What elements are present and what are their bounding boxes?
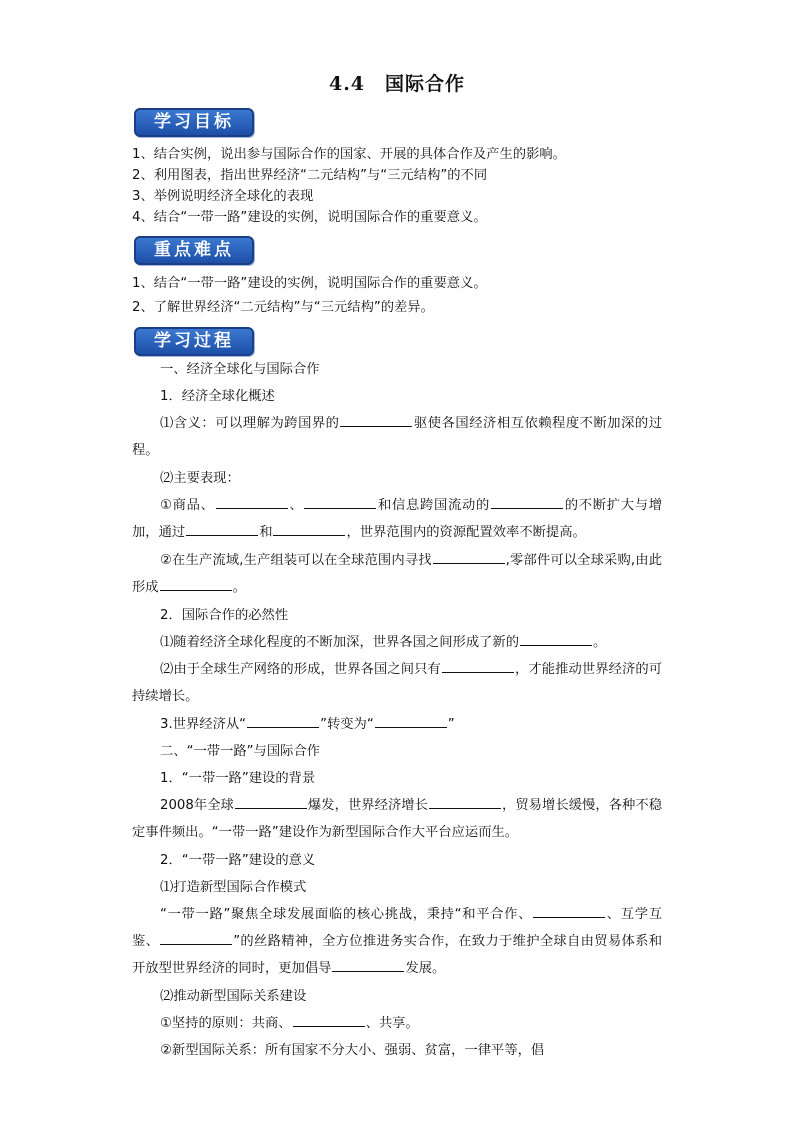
answer-blank[interactable] <box>293 1013 365 1027</box>
necessity-1-paragraph: ⑴随着经济全球化程度的不断加深，世界各国之间形成了新的 。 <box>132 629 662 656</box>
answer-blank[interactable] <box>491 495 563 509</box>
definition-paragraph: ⑴含义：可以理解为跨国界的 驱使各国经济相互依赖程度不断加深的过程。 <box>132 410 662 464</box>
answer-blank[interactable] <box>332 958 404 972</box>
answer-blank[interactable] <box>304 495 376 509</box>
answer-blank[interactable] <box>340 413 412 427</box>
silk-road-spirit-paragraph: “一带一路”聚焦全球发展面临的核心挑战，秉持“和平合作、 、互学互鉴、 ”的丝路精神，全方位推进务实合作，在致力于维护全球自由贸易体系和开放型世界经济的同时，更加倡导 发展。 <box>132 901 662 982</box>
answer-blank[interactable] <box>442 659 514 673</box>
cooperation-model-heading: ⑴打造新型国际合作模式 <box>160 880 307 895</box>
objective-1: 1、结合实例，说出参与国际合作的国家、开展的具体合作及产生的影响。 <box>132 147 566 162</box>
answer-blank[interactable] <box>160 577 232 591</box>
answer-blank[interactable] <box>216 495 288 509</box>
page-title: 4.4 国际合作 <box>328 73 466 95</box>
principles-paragraph: ①坚持的原则：共商、 、共享。 <box>132 1010 662 1037</box>
objective-4: 4、结合“一带一路”建设的实例，说明国际合作的重要意义。 <box>132 210 487 225</box>
manifestation-2-paragraph: ②在生产流域,生产组装可以在全球范围内寻找 ,零部件可以全球采购,由此形成 。 <box>132 547 662 601</box>
section-2-heading: 二、“一带一路”与国际合作 <box>160 744 321 759</box>
structure-change-paragraph: 3.世界经济从“ ”转变为“ ” <box>132 711 662 738</box>
manifestation-heading: ⑵主要表现： <box>160 471 240 486</box>
objective-2: 2、利用图表，指出世界经济“二元结构”与“三元结构”的不同 <box>132 168 488 183</box>
process-badge: 学习过程 <box>134 327 254 356</box>
necessity-2-paragraph: ⑵由于全球生产网络的形成，世界各国之间只有 ，才能推动世界经济的可持续增长。 <box>132 656 662 710</box>
answer-blank[interactable] <box>433 550 505 564</box>
answer-blank[interactable] <box>375 714 447 728</box>
keypoints-badge: 重点难点 <box>134 236 254 265</box>
answer-blank[interactable] <box>160 931 232 945</box>
background-paragraph: 2008年全球 爆发，世界经济增长 ，贸易增长缓慢，各种不稳定事件频出。“一带一路”建设作为新型国际合作大平台应运而生。 <box>132 792 662 846</box>
answer-blank[interactable] <box>186 522 258 536</box>
section-2-1-heading: 1．“一带一路”建设的背景 <box>160 771 316 786</box>
keypoint-1: 1、结合“一带一路”建设的实例，说明国际合作的重要意义。 <box>132 276 487 291</box>
section-1-2-heading: 2．国际合作的必然性 <box>160 608 289 623</box>
answer-blank[interactable] <box>429 795 501 809</box>
answer-blank[interactable] <box>533 904 605 918</box>
answer-blank[interactable] <box>273 522 345 536</box>
objectives-badge: 学习目标 <box>134 108 254 137</box>
section-1-1-heading: 1．经济全球化概述 <box>160 389 275 404</box>
answer-blank[interactable] <box>247 714 319 728</box>
answer-blank[interactable] <box>520 632 592 646</box>
manifestation-1-paragraph: ①商品、 、 和信息跨国流动的 的不断扩大与增加，通过 和 ，世界范围内的资源配置效率不断提高。 <box>132 492 662 546</box>
section-1-heading: 一、经济全球化与国际合作 <box>160 362 320 377</box>
keypoint-2: 2、了解世界经济“二元结构”与“三元结构”的差异。 <box>132 300 434 315</box>
answer-blank[interactable] <box>235 795 307 809</box>
objective-3: 3、举例说明经济全球化的表现 <box>132 189 314 204</box>
section-2-2-heading: 2．“一带一路”建设的意义 <box>160 853 316 868</box>
new-relations-paragraph: ②新型国际关系：所有国家不分大小、强弱、贫富，一律平等，倡 <box>160 1043 545 1058</box>
international-relations-heading: ⑵推动新型国际关系建设 <box>160 989 307 1004</box>
